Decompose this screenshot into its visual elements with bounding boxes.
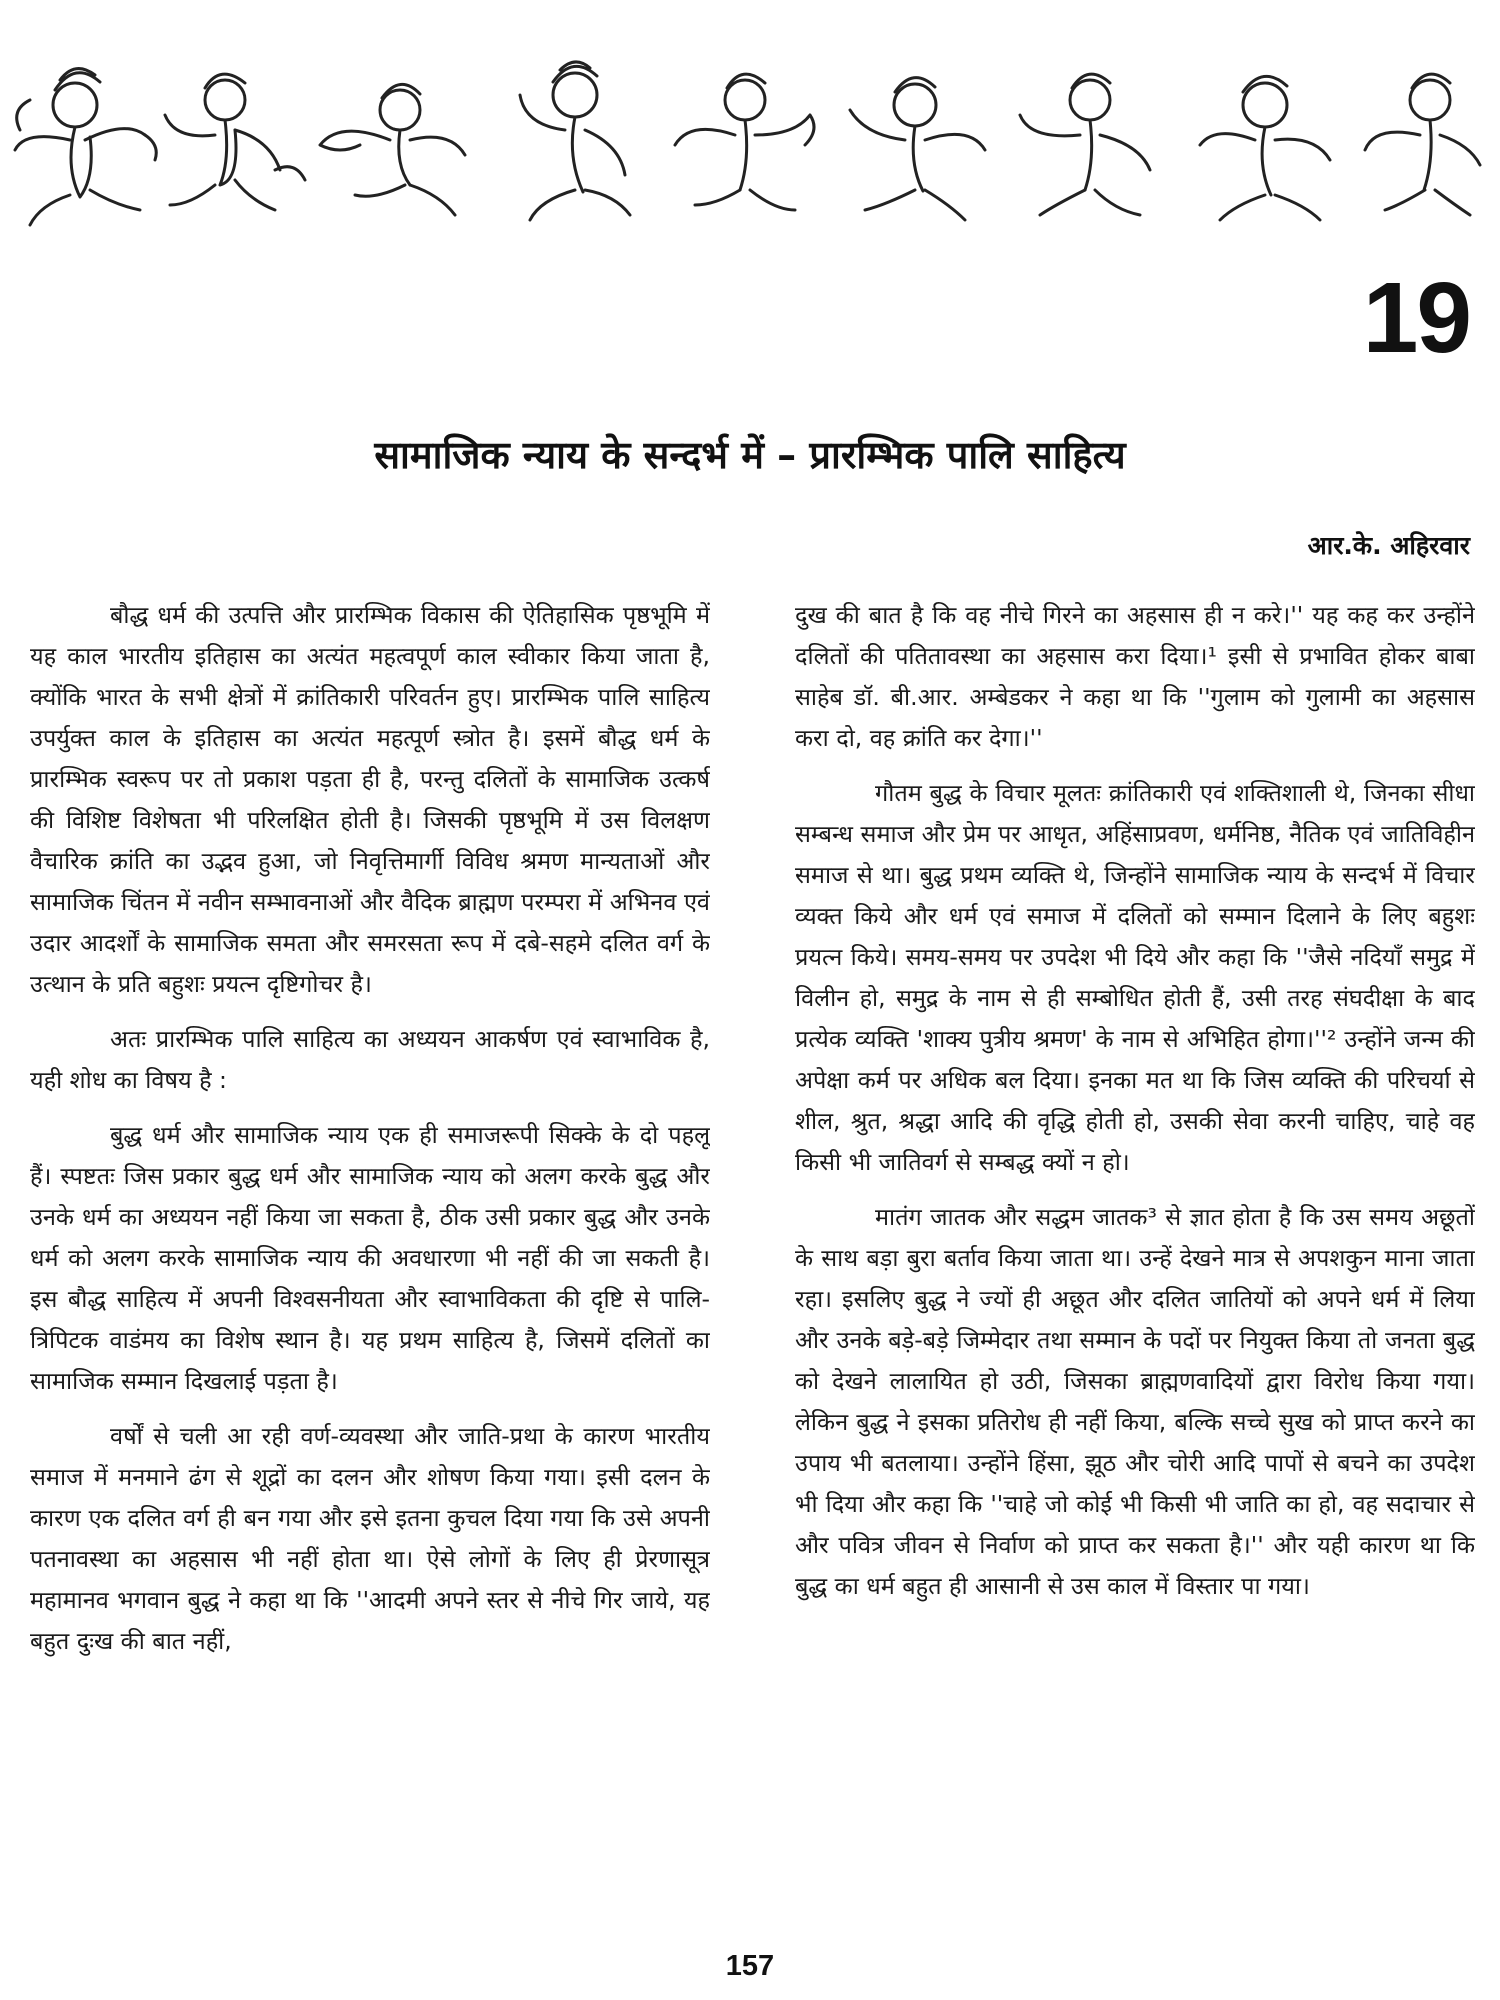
right-column — [795, 595, 1475, 1915]
dancer-figure-8 — [1200, 76, 1330, 220]
paragraph: बौद्ध धर्म की उत्पत्ति और प्रारम्भिक विकास की ऐतिहासिक पृष्ठभूमि में यह काल भारतीय इतिहास का अत्यंत महत्वपूर्ण काल स्वीकार किया जाता है, क्योंकि भारत के सभी क्षेत्रों में क्रांतिकारी परिवर्तन हुए। प्रारम्भिक पालि साहित्य उपर्युक्त काल के इतिहास का अत्यंत महत्पूर्ण स्त्रोत है। इसमें बौद्ध धर्म के प्रारम्भिक स्वरूप पर तो प्रकाश पड़ता ही है, परन्तु दलितों के सामाजिक उत्कर्ष की विशिष्ट विशेषता भी परिलक्षित होती है। जिसकी पृष्ठभूमि में उस विलक्षण वैचारिक क्रांति का उद्भव हुआ, जो निवृत्तिमार्गी विविध श्रमण मान्यताओं और सामाजिक चिंतन में नवीन सम्भावनाओं और वैदिक ब्राह्मण परम्परा में अभिनव एवं उदार आदर्शों के सामाजिक समता और समरसता रूप में दबे-सहमे दलित वर्ग के उत्थान के प्रति बहुशः प्रयत्न दृष्टिगोचर है। — [30, 601, 710, 998]
dancing-figures-frieze — [0, 0, 1500, 250]
article-title: सामाजिक न्याय के सन्दर्भ में – प्रारम्भिक पालि साहित्य — [374, 433, 1126, 477]
dancer-figure-7 — [1020, 74, 1150, 215]
paragraph: अतः प्रारम्भिक पालि साहित्य का अध्ययन आकर्षण एवं स्वाभाविक है, यही शोध का विषय है : — [30, 1025, 710, 1094]
dancer-figure-4 — [520, 62, 630, 220]
chapter-number: 19 — [1362, 262, 1470, 374]
page-number: 157 — [725, 1950, 775, 1982]
left-column — [30, 595, 710, 1915]
dancer-figure-2 — [165, 74, 305, 210]
paragraph: बुद्ध धर्म और सामाजिक न्याय एक ही समाजरूपी सिक्के के दो पहलू हैं। स्पष्टतः जिस प्रकार बुद्ध धर्म और सामाजिक न्याय को अलग करके बुद्ध और उनके धर्म का अध्ययन नहीं किया जा सकता है, ठीक उसी प्रकार बुद्ध और उनके धर्म को अलग करके सामाजिक न्याय की अवधारणा भी नहीं की जा सकती है। इस बौद्ध साहित्य में अपनी विश्वसनीयता और स्वाभाविकता की दृष्टि से पालि-त्रिपिटक वाडंमय का विशेष स्थान है। यह प्रथम साहित्य है, जिसमें दलितों का सामाजिक सम्मान दिखलाई पड़ता है। — [30, 1121, 710, 1395]
paragraph: वर्षों से चली आ रही वर्ण-व्यवस्था और जाति-प्रथा के कारण भारतीय समाज में मनमाने ढंग से शूद्रों का दलन और शोषण किया गया। इसी दलन के कारण एक दलित वर्ग ही बन गया और इसे इतना कुचल दिया गया कि उसे अपनी पतनावस्था का अहसास भी नहीं होता था। ऐसे लोगों के लिए ही प्रेरणासूत्र महामानव भगवान बुद्ध ने कहा था कि ''आदमी अपने स्तर से नीचे गिर जाये, यह बहुत दुःख की बात नहीं, — [30, 1422, 710, 1655]
dancer-figure-1 — [15, 69, 156, 225]
dancer-figure-5 — [675, 74, 814, 210]
dancer-figure-9 — [1365, 74, 1480, 215]
author-name: आर.के. अहिरवार — [1307, 531, 1470, 560]
paragraph: गौतम बुद्ध के विचार मूलतः क्रांतिकारी एवं शक्तिशाली थे, जिनका सीधा सम्बन्ध समाज और प्रेम पर आधृत, अहिंसाप्रवण, धर्मनिष्ठ, नैतिक एवं जातिविहीन समाज से था। बुद्ध प्रथम व्यक्ति थे, जिन्होंने सामाजिक न्याय के सन्दर्भ में विचार व्यक्त किये और धर्म एवं समाज में दलितों को सम्मान दिलाने के लिए बहुशः प्रयत्न किये। समय-समय पर उपदेश भी दिये और कहा कि ''जैसे नदियाँ समुद्र में विलीन हो, समुद्र के नाम से ही सम्बोधित होती हैं, उसी तरह संघदीक्षा के बाद प्रत्येक व्यक्ति 'शाक्य पुत्रीय श्रमण' के नाम से अभिहित होगा।''² उन्होंने जन्म की अपेक्षा कर्म पर अधिक बल दिया। इनका मत था कि जिस व्यक्ति की परिचर्या से शील, श्रुत, श्रद्धा आदि की वृद्धि होती हो, उसकी सेवा करनी चाहिए, चाहे वह किसी भी जातिवर्ग से सम्बद्ध क्यों न हो। — [795, 779, 1475, 1176]
paragraph: दुख की बात है कि वह नीचे गिरने का अहसास ही न करे।'' यह कह कर उन्होंने दलितों की पतितावस्था का अहसास करा दिया।¹ इसी से प्रभावित होकर बाबा साहेब डॉ. बी.आर. अम्बेडकर ने कहा था कि ''गुलाम को गुलामी का अहसास करा दो, वह क्रांति कर देगा।'' — [795, 601, 1475, 752]
decorative-banner — [0, 0, 1500, 250]
dancer-figure-3 — [320, 84, 465, 215]
paragraph: मातंग जातक और सद्धम जातक³ से ज्ञात होता है कि उस समय अछूतों के साथ बड़ा बुरा बर्ताव किया जाता था। उन्हें देखने मात्र से अपशकुन माना जाता रहा। इसलिए बुद्ध ने ज्यों ही अछूत और दलित जातियों को अपने धर्म में लिया और उनके बड़े-बड़े जिम्मेदार तथा सम्मान के पदों पर नियुक्त किया तो जनता बुद्ध को देखने लालायित हो उठी, जिसका ब्राह्मणवादियों द्वारा विरोध किया गया। लेकिन बुद्ध ने इसका प्रतिरोध ही नहीं किया, बल्कि सच्चे सुख को प्राप्त करने का उपाय भी बतलाया। उन्होंने हिंसा, झूठ और चोरी आदि पापों से बचने का उपदेश भी दिया और कहा कि ''चाहे जो कोई भी किसी भी जाति का हो, वह सदाचार से और पवित्र जीवन से निर्वाण को प्राप्त कर सकता है।'' और यही कारण था कि बुद्ध का धर्म बहुत ही आसानी से उस काल में विस्तार पा गया। — [795, 1203, 1475, 1600]
dancer-figure-6 — [850, 78, 985, 220]
